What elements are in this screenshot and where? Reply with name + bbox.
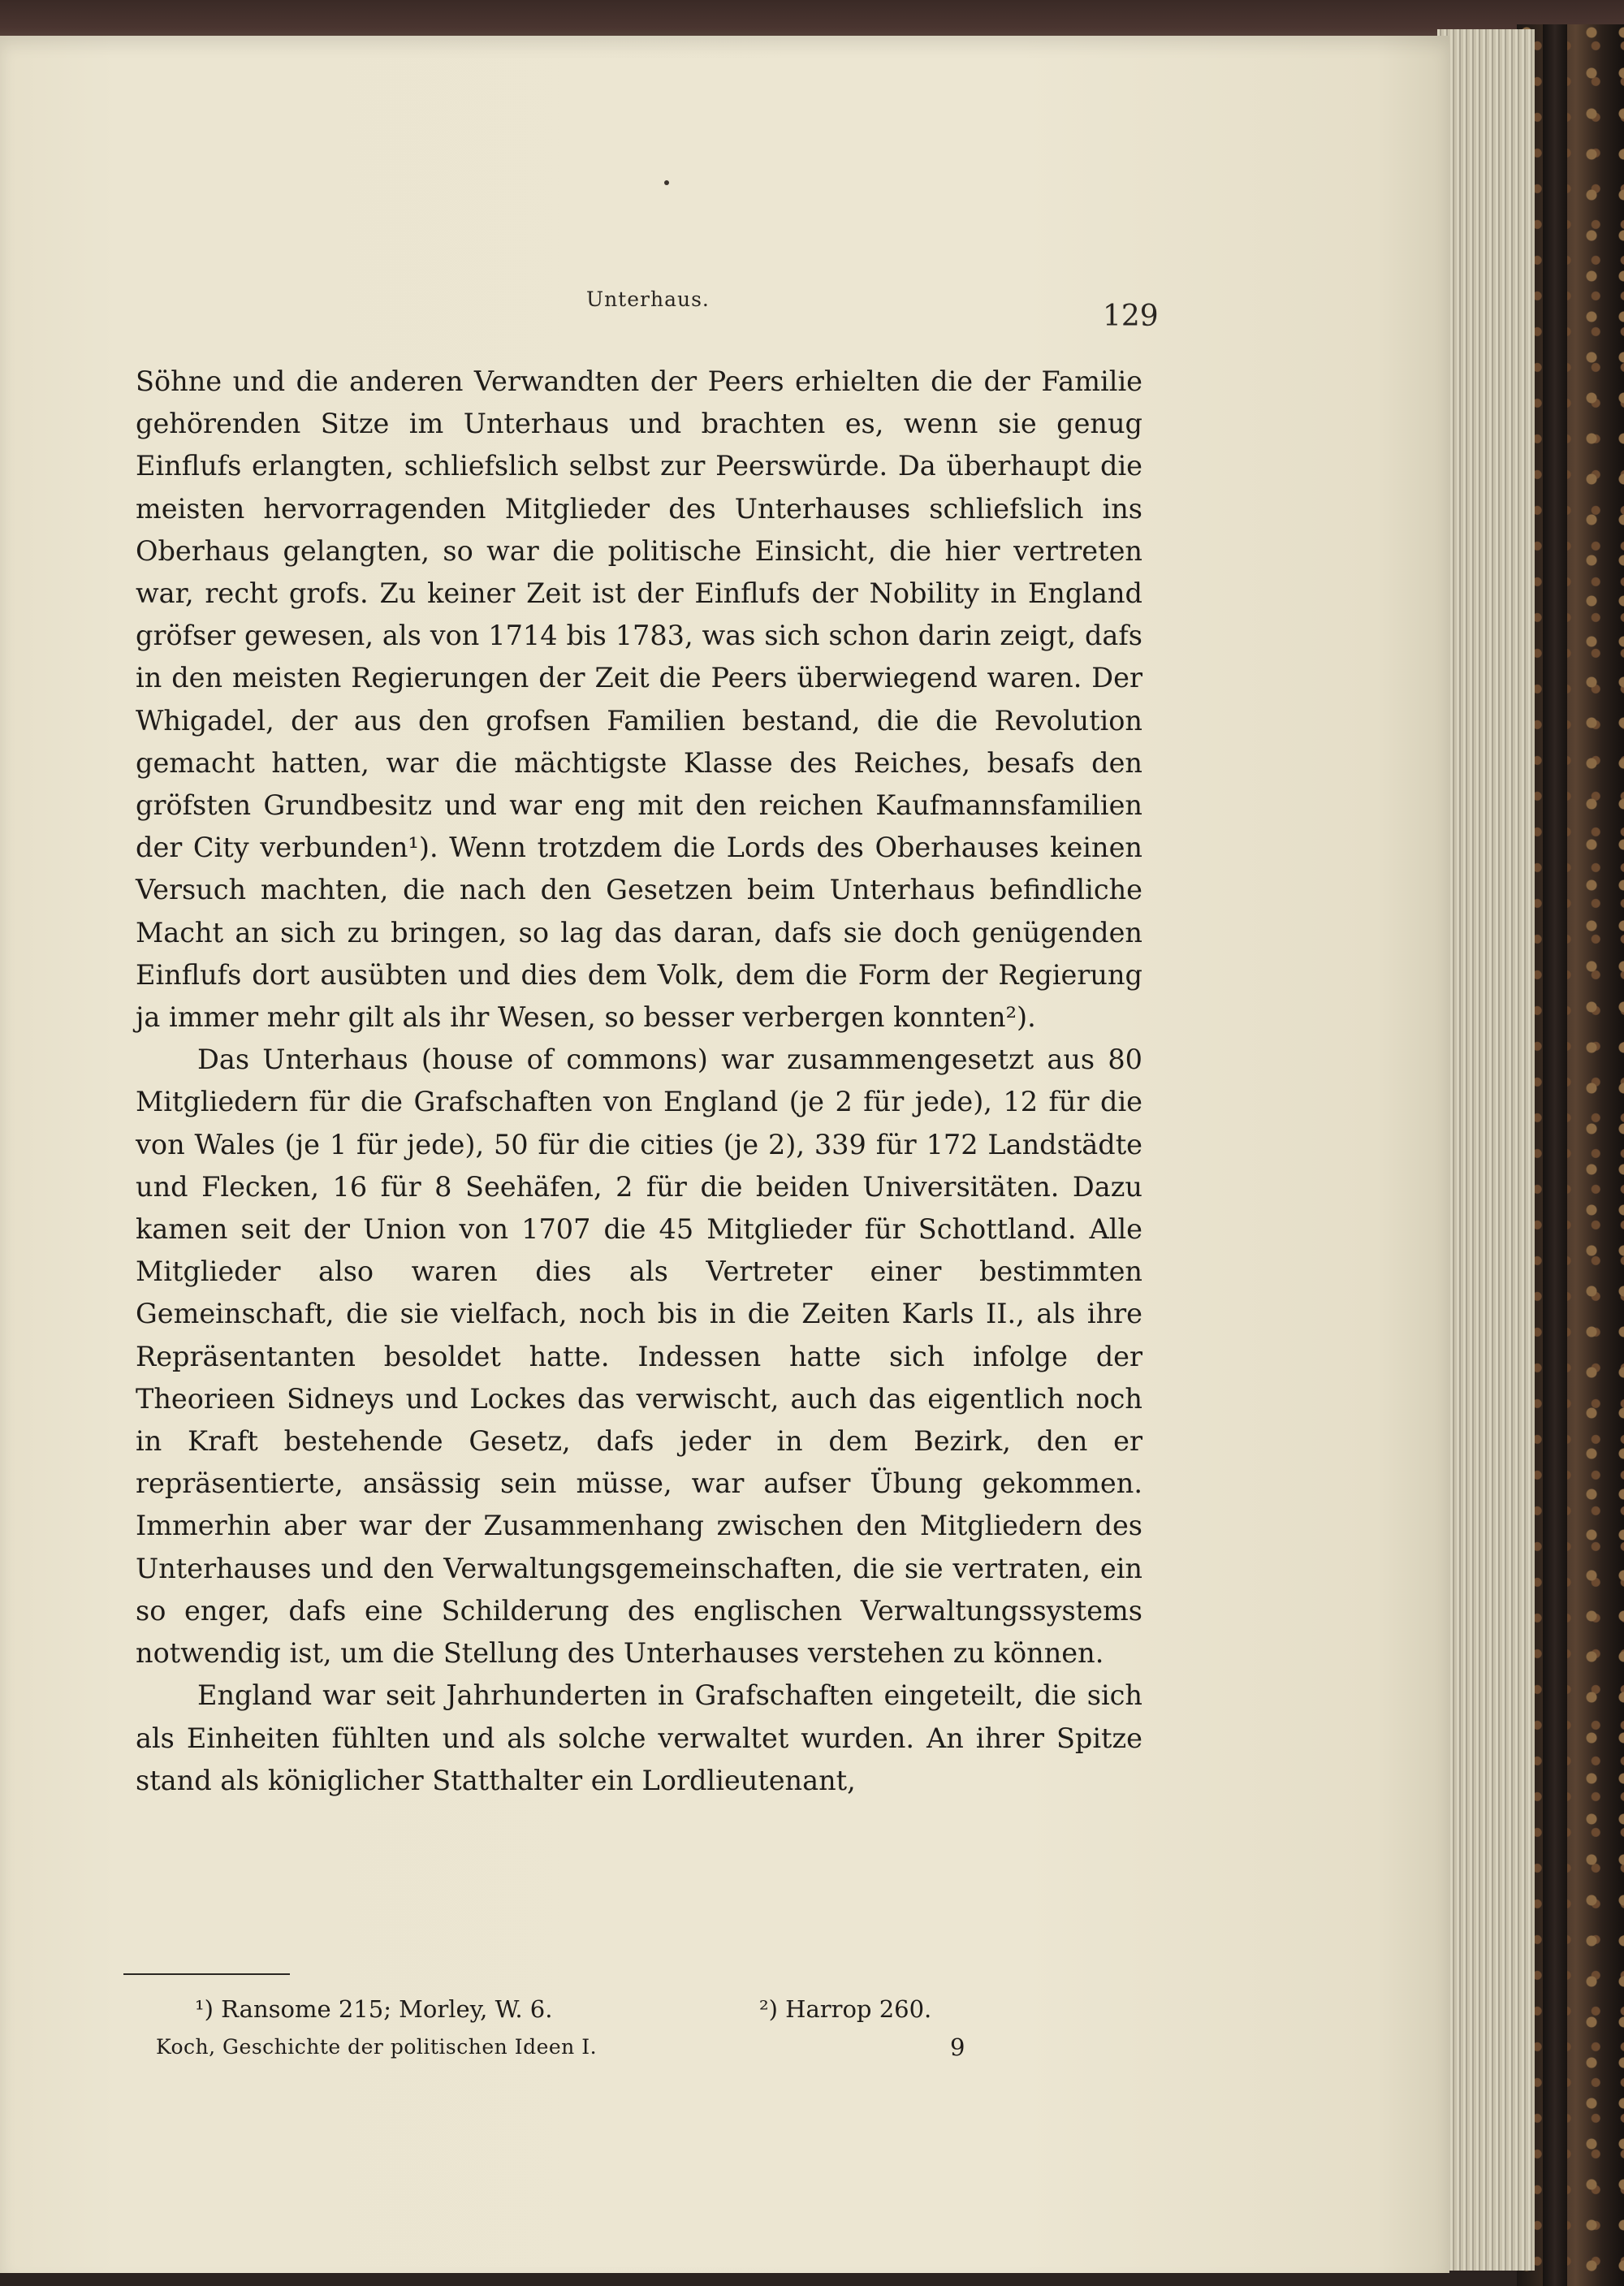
footnote-2: ²) Harrop 260. <box>759 1995 932 2023</box>
body-text <box>136 361 1142 1802</box>
footnote-1: ¹) Ransome 215; Morley, W. 6. <box>195 1995 553 2023</box>
page-edges <box>1437 29 1535 2271</box>
page-number: 129 <box>1103 300 1159 333</box>
printer-signature: Koch, Geschichte der politischen Ideen I. <box>156 2035 598 2059</box>
paragraph-2: Das Unterhaus (house of commons) war zusammengesetzt aus 80 Mitgliedern für die Grafschaften von England (je 2 für jede), 12 für die von Wales (je 1 für jede), 50 für die cities (je 2), 339 für 172 Landstädte und Flecken, 16 für 8 Seehäfen, 2 für die beiden Universitäten. Dazu kamen seit der Union von 1707 die 45 Mitglieder für Schottland. Alle Mitglieder also waren dies als Vertreter einer bestimmten Gemeinschaft, die sie vielfach, noch bis in die Zeiten Karls II., als ihre Repräsentanten besoldet hatte. Indessen hatte sich infolge der Theorieen Sidneys und Lockes das verwischt, auch das eigentlich noch in Kraft bestehende Gesetz, dafs jeder in dem Bezirk, den er repräsentierte, ansässig sein müsse, war aufser Übung gekommen. Immerhin aber war der Zusammenhang zwischen den Mitgliedern des Unterhauses und den Verwaltungsgemeinschaften, die sie vertraten, ein so enger, dafs eine Schilderung des englischen Verwaltungssystems notwendig ist, um die Stellung des Unterhauses verstehen zu können. <box>136 1044 1142 1670</box>
paragraph-3: England war seit Jahrhunderten in Grafschaften eingeteilt, die sich als Einheiten fühlten und als solche verwaltet wurden. An ihrer Spitze stand als königlicher Statthalter ein Lordlieutenant, <box>136 1679 1142 1796</box>
paragraph-1: Söhne und die anderen Verwandten der Peers erhielten die der Familie gehörenden Sitze im Unterhaus und brachten es, wenn sie genug Einflufs erlangten, schliefslich selbst zur Peerswürde. Da überhaupt die meisten hervorragenden Mitglieder des Unterhauses schliefslich ins Oberhaus gelangten, so war die politische Einsicht, die hier vertreten war, recht grofs. Zu keiner Zeit ist der Einflufs der Nobility in England gröfser gewesen, als von 1714 bis 1783, was sich schon darin zeigt, dafs in den meisten Regierungen der Zeit die Peers überwiegend waren. Der Whigadel, der aus den grofsen Familien bestand, die die Revolution gemacht hatten, war die mächtigste Klasse des Reiches, besafs den gröfsten Grundbesitz und war eng mit den reichen Kaufmannsfamilien der City verbunden¹). Wenn trotzdem die Lords des Oberhauses keinen Versuch machten, die nach den Gesetzen beim Unterhaus befindliche Macht an sich zu bringen, so lag das daran, dafs sie doch genügenden Einflufs dort ausübten und dies dem Volk, dem die Form der Regierung ja immer mehr gilt als ihr Wesen, so besser verbergen konnten²). <box>136 365 1142 1034</box>
running-title: Unterhaus. <box>586 287 710 311</box>
footnote-rule <box>123 1973 290 1975</box>
print-speck <box>664 180 669 185</box>
book-spine <box>1543 24 1567 2286</box>
signature-number: 9 <box>950 2033 965 2061</box>
book-page <box>0 36 1449 2273</box>
